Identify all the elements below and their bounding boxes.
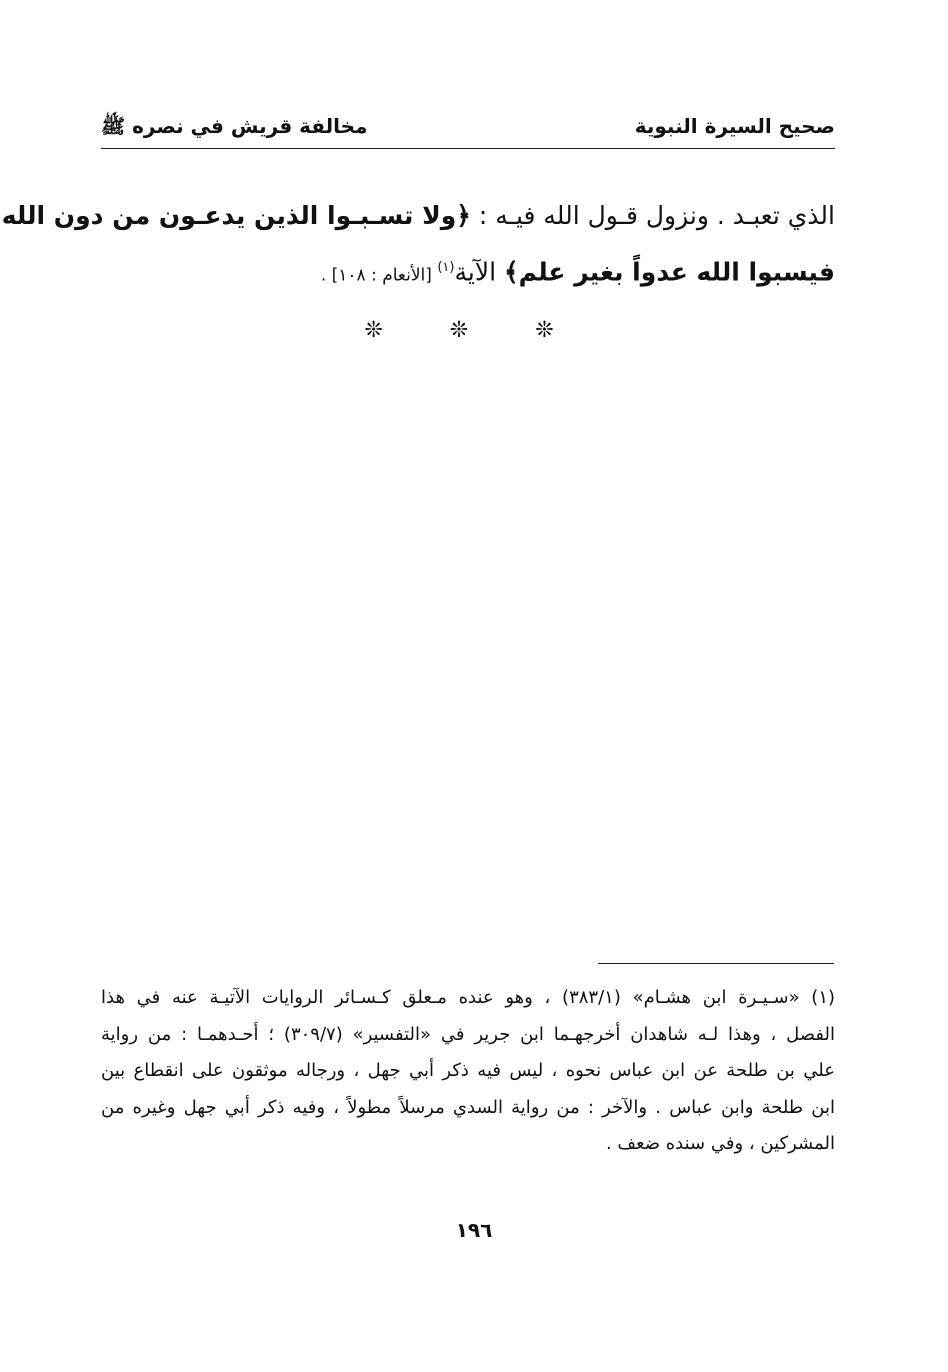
footnote-line: المشركين ، وفي سنده ضعف . [605, 1133, 835, 1154]
surah-reference: [الأنعام : ١٠٨] . [320, 265, 438, 286]
footnote-reference: (١) [437, 260, 455, 275]
aya-label: الآية [454, 257, 504, 287]
footnote-line: علي بن طلحة عن ابن عباس نحوه ، ليس فيه ذكر أبي جهل ، ورجاله موثقون على انقطاع بين [101, 1060, 835, 1081]
quran-verse-part-2: فيسبوا الله عدواً بغير علم﴾ [503, 257, 835, 287]
footnote-line: الفصل ، وهذا لـه شاهدان أخرجهـما ابن جرير في «التفسير» (٣٠٩/٧) ؛ أحـدهمـا : من رواية [101, 1023, 836, 1045]
paragraph-line-1 [1, 190, 835, 242]
footnote-divider [598, 963, 834, 964]
footnote-line: ابن طلحة وابن عباس . والآخر : من رواية السدي مرسلاً مطولاً ، وفيه ذكر أبي جهل وغيره من [101, 1096, 835, 1118]
paragraph-line-2 [101, 242, 835, 301]
narrative-text: الذي تعبـد . ونزول قـول الله فيـه : [470, 201, 835, 230]
footnote-line: (١) «سـيـرة ابن هشـام» (٣٨٣/١) ، وهو عنده مـعلق كـسـائر الروايات الآتيـة عنه في هذا [101, 987, 836, 1008]
main-paragraph [1, 190, 835, 301]
page-number: ١٩٦ [455, 1218, 493, 1242]
running-header [101, 108, 835, 149]
section-separator: ❊ ❊ ❊ [364, 318, 584, 343]
chapter-title: مخالفة قريش في نصره ﷺ [101, 114, 368, 138]
footnote [101, 980, 835, 1163]
book-title: صحيح السيرة النبوية [634, 114, 835, 138]
quran-verse-part-1: ﴿ولا تسـبـوا الذين يدعـون من دون الله [1, 201, 471, 230]
